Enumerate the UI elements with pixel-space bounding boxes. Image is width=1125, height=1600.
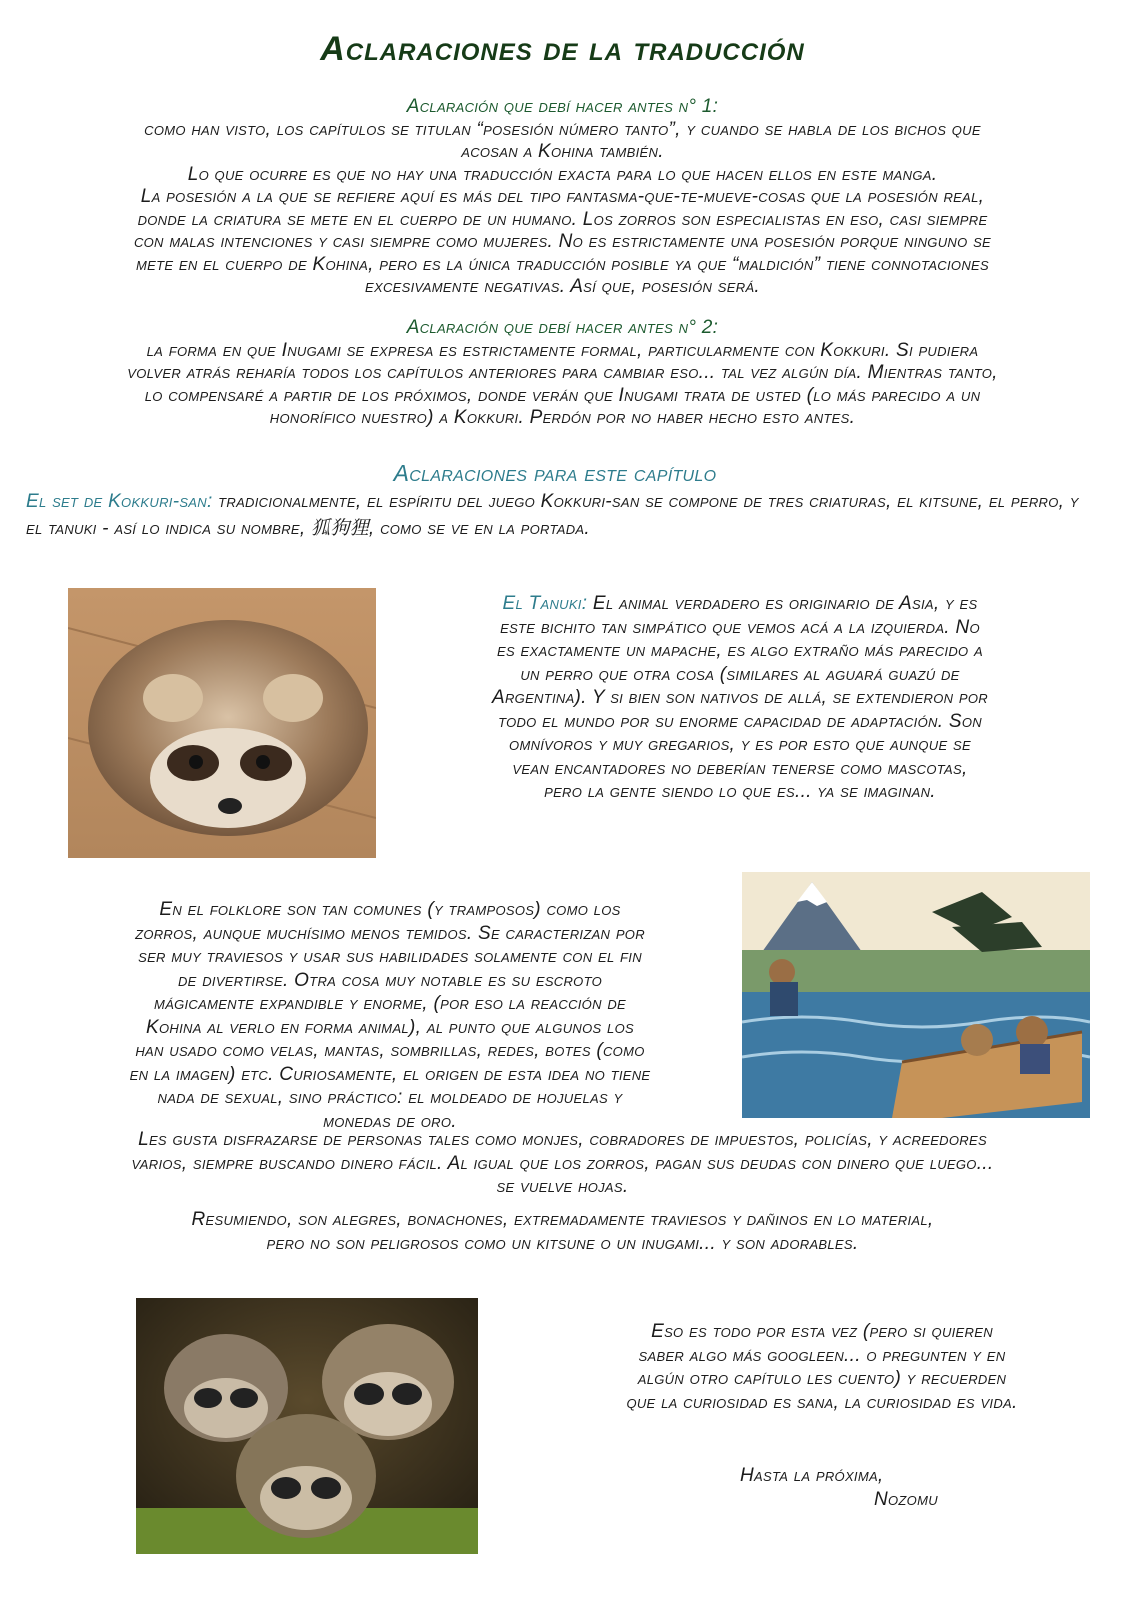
folklore-line: de divertirse. Otra cosa muy notable es su escroto	[177, 969, 603, 991]
ukiyoe-illustration	[742, 872, 1090, 1118]
folklore-line: en la imagen) etc. Curiosamente, el origen de esta idea no tiene	[129, 1063, 651, 1085]
closing-paragraph	[552, 1320, 1092, 1414]
section-2	[40, 317, 1085, 430]
section-2-heading: Aclaración que debí hacer antes n° 2:	[406, 317, 719, 338]
section-1-line: donde la criatura se mete en el cuerpo de un humano. Los zorros son especialistas en eso, casi siempre	[137, 208, 988, 230]
section-1-line: mete en el cuerpo de Kohina, pero es la única traducción posible ya que “maldición” tiene connotaciones	[136, 253, 989, 275]
signoff: Hasta la próxima,	[740, 1465, 884, 1486]
disguise-line: Les gusta disfrazarse de personas tales como monjes, cobradores de impuestos, policías, y acreedores	[138, 1129, 987, 1150]
tanuki-line: este bichito tan simpático que vemos acá a la izquierda. No	[500, 616, 980, 638]
tanuki-photo	[68, 588, 376, 858]
section-1-heading: Aclaración que debí hacer antes n° 1:	[406, 96, 719, 117]
tanuki-line: un perro que otra cosa (similares al aguará guazú de	[520, 663, 960, 685]
kokkuri-set-paragraph	[26, 488, 1086, 542]
tanuki-paragraph	[400, 592, 1080, 804]
tanuki-lying-image	[68, 588, 376, 858]
closing-line: Eso es todo por esta vez (pero si quieren	[651, 1321, 993, 1342]
disguise-paragraph	[0, 1128, 1125, 1199]
section-2-line: la forma en que Inugami se expresa es estrictamente formal, particularmente con Kokkuri. Si pudiera	[146, 339, 979, 361]
section-2-line: honorífico nuestro) a Kokkuri. Perdón por no haber hecho esto antes.	[269, 407, 856, 428]
folklore-line: ser muy traviesos y usar sus habilidades solamente con el fin	[138, 946, 642, 967]
tanuki-line	[400, 592, 1080, 616]
folklore-line: mágicamente expandible y enorme, (por eso la reacción de	[153, 993, 627, 1014]
signature: Nozomu	[874, 1489, 938, 1510]
section-2-line: lo compensaré a partir de los próximos, donde verán que Inugami trata de usted (lo más parecido a un	[144, 384, 981, 406]
folklore-line: monedas de oro.	[323, 1110, 457, 1132]
folklore-line: nada de sexual, sino práctico: el moldeado de hojuelas y	[157, 1087, 623, 1108]
section-1-line: como han visto, los capítulos se titulan “posesión número tanto”, y cuando se habla de los bichos que	[144, 118, 981, 140]
section-1-line: La posesión a la que se refiere aquí es más del tipo fantasma-que-te-mueve-cosas que la posesión real,	[140, 186, 985, 207]
closing-line: saber algo más googleen... o pregunten y en	[638, 1344, 1006, 1366]
tanuki-first-text: El animal verdadero es originario de Asia, y es	[592, 593, 978, 614]
page-title: Aclaraciones de la traducción	[320, 30, 805, 68]
tanuki-pups-photo	[136, 1298, 478, 1554]
section-1-line: acosan a Kohina también.	[461, 141, 664, 162]
tanuki-line: es exactamente un mapache, es algo extraño más parecido a	[497, 640, 983, 661]
section-1-line: Lo que ocurre es que no hay una traducción exacta para lo que hacen ellos en este manga.	[187, 163, 938, 185]
kokkuri-set-label: El set de Kokkuri-san:	[26, 491, 213, 512]
section-3-heading: Aclaraciones para este capítulo	[393, 460, 717, 486]
closing-line: algún otro capítulo les cuento) y recuerden	[637, 1368, 1007, 1389]
folklore-paragraph	[60, 898, 720, 1133]
closing-line: que la curiosidad es sana, la curiosidad es vida.	[626, 1391, 1018, 1413]
summary-line: Resumiendo, son alegres, bonachones, extremadamente traviesos y dañinos en lo material,	[191, 1209, 934, 1230]
folklore-line: Kohina al verlo en forma animal), al punto que algunos los	[146, 1016, 634, 1038]
summary-paragraph	[0, 1208, 1125, 1255]
section-1	[40, 96, 1085, 299]
disguise-line: se vuelve hojas.	[496, 1176, 629, 1197]
tanuki-label: El Tanuki:	[502, 593, 588, 614]
tanuki-line: Argentina). Y si bien son nativos de allá, se extendieron por	[492, 687, 988, 708]
tanuki-line: todo el mundo por su enorme capacidad de adaptación. Son	[498, 710, 982, 732]
section-1-line: excesivamente negativas. Así que, posesión será.	[365, 276, 760, 297]
folklore-line: han usado como velas, mantas, sombrillas, redes, botes (como	[135, 1040, 645, 1061]
section-1-line: con malas intenciones y casi siempre como mujeres. No es estrictamente una posesión porque ninguno se	[133, 231, 992, 252]
disguise-line: varios, siempre buscando dinero fácil. Al igual que los zorros, pagan sus deudas con dinero que luego...	[131, 1152, 994, 1174]
tanuki-line: vean encantadores no deberían tenerse como mascotas,	[512, 757, 968, 779]
folklore-line: zorros, aunque muchísimo menos temidos. Se caracterizan por	[135, 922, 645, 944]
folklore-line: En el folklore son tan comunes (y tramposos) como los	[159, 899, 621, 920]
summary-line: pero no son peligrosos como un kitsune o un inugami... y son adorables.	[266, 1232, 859, 1254]
tanuki-line: omnívoros y muy gregarios, y es por esto que aunque se	[509, 734, 971, 755]
tanuki-pups-image	[136, 1298, 478, 1554]
tanuki-boat-image	[742, 872, 1090, 1118]
kokkuri-set-text: tradicionalmente, el espíritu del juego Kokkuri-san se compone de tres criaturas, el kitsune, el perro, y el tanuki - así lo indica su nombre, 狐狗狸, como se ve en la portada.	[26, 491, 1079, 539]
tanuki-line: pero la gente siendo lo que es... ya se imaginan.	[544, 781, 936, 802]
section-2-line: volver atrás reharía todos los capítulos anteriores para cambiar eso... tal vez algún día. Mientras tanto,	[127, 362, 998, 383]
